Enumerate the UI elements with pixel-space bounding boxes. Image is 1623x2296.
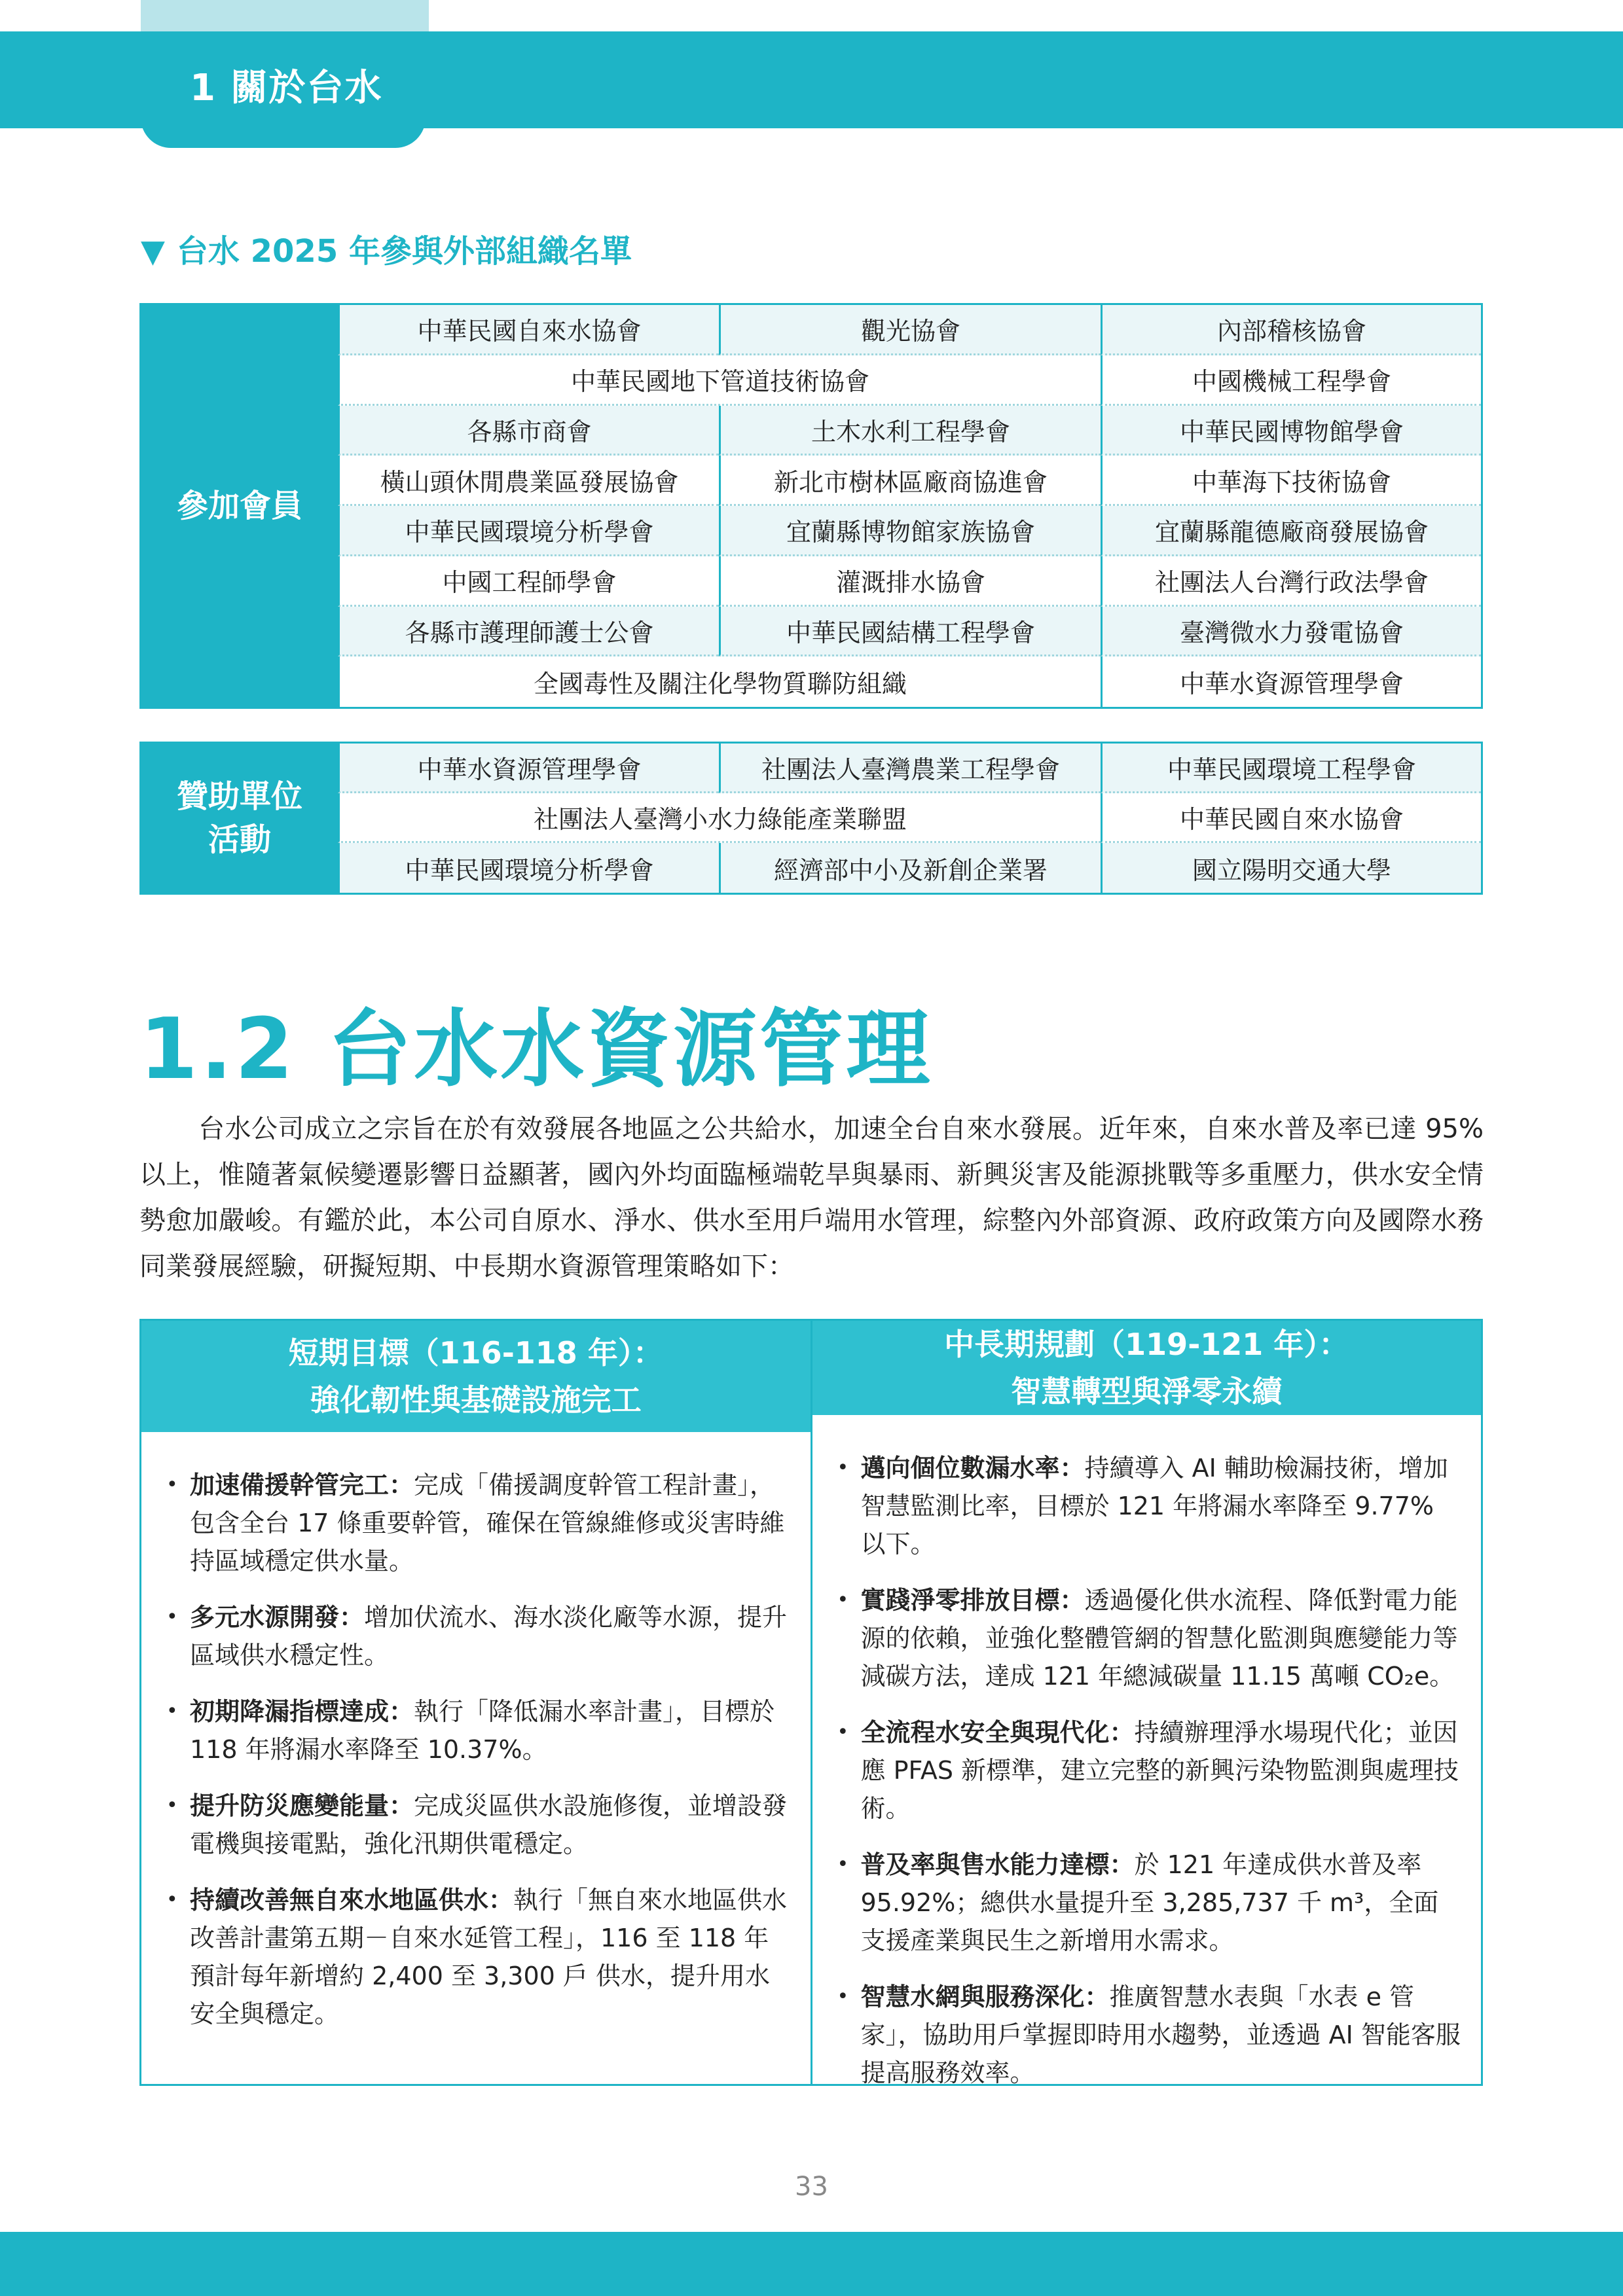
bullet-icon: • <box>166 1473 178 1496</box>
org-list-heading-text: 台水 2025 年參與外部組織名單 <box>176 233 632 270</box>
strategy-item-label: 提升防災應變能量： <box>190 1791 414 1820</box>
strategy-item-label: 多元水源開發： <box>190 1603 365 1632</box>
org-cell: 中華民國環境分析學會 <box>338 506 719 556</box>
strategy-item-content <box>190 1466 791 1580</box>
org-cell: 全國毒性及關注化學物質聯防組織 <box>338 656 1101 707</box>
bullet-icon: • <box>837 1721 849 1744</box>
org-cell: 臺灣微水力發電協會 <box>1101 607 1481 657</box>
strategy-item <box>837 1449 1462 1563</box>
strategy-item-text: 完成「備援調度幹管工程計畫」，包含全台 17 條重要幹管，確保在管線維修或災害時維持區域穩定供水量。 <box>190 1471 785 1575</box>
org-cell: 中華水資源管理學會 <box>1101 656 1481 707</box>
short-term-column <box>141 1321 811 2084</box>
long-term-header <box>812 1321 1482 1415</box>
org-cell: 中華民國環境分析學會 <box>338 843 719 893</box>
strategy-item-label: 邁向個位數漏水率： <box>860 1454 1085 1482</box>
strategy-item-content <box>861 1449 1462 1563</box>
short-term-subtitle: 強化韌性與基礎設施完工 <box>310 1382 642 1418</box>
org-cell: 中華民國結構工程學會 <box>719 607 1101 657</box>
org-cell: 中華民國地下管道技術協會 <box>338 355 1101 406</box>
org-list-heading <box>141 226 632 271</box>
long-term-subtitle: 智慧轉型與淨零永續 <box>1011 1374 1283 1409</box>
footer-band <box>0 2232 1623 2296</box>
org-cell: 社團法人臺灣農業工程學會 <box>719 744 1101 793</box>
strategy-item <box>166 1693 791 1768</box>
org-cell: 中華水資源管理學會 <box>338 744 719 793</box>
org-cell: 中華民國自來水協會 <box>1101 793 1481 843</box>
bullet-icon: • <box>837 1853 849 1876</box>
strategy-item-text: 於 121 年達成供水普及率 95.92%；總供水量提升至 3,285,737 千 m³，全面支援產業與民生之新增用水需求。 <box>860 1850 1439 1955</box>
strategy-item-content <box>190 1598 791 1674</box>
strategy-item <box>166 1881 791 2033</box>
org-cell: 中華民國博物館學會 <box>1101 406 1481 456</box>
bullet-icon: • <box>837 1588 849 1611</box>
org-cell: 灌溉排水協會 <box>719 556 1101 607</box>
org-cell: 中國機械工程學會 <box>1101 355 1481 406</box>
strategy-item-label: 加速備援幹管完工： <box>190 1471 414 1499</box>
strategy-item-text: 持續辦理淨水場現代化；並因應 PFAS 新標準，建立完整的新興污染物監測與處理技術。 <box>860 1718 1459 1823</box>
members-grid <box>338 305 1481 707</box>
strategy-item-content <box>190 1881 791 2033</box>
bullet-icon: • <box>166 1605 178 1628</box>
org-cell: 內部稽核協會 <box>1101 305 1481 355</box>
org-cell: 宜蘭縣龍德廠商發展協會 <box>1101 506 1481 556</box>
sponsors-grid <box>338 744 1481 893</box>
strategy-item-text: 增加伏流水、海水淡化廠等水源，提升區域供水穩定性。 <box>190 1603 788 1670</box>
triangle-down-icon: ▼ <box>141 233 165 270</box>
sponsors-label <box>141 744 338 893</box>
strategy-item-text: 完成災區供水設施修復，並增設發電機與接電點，強化汛期供電穩定。 <box>190 1791 788 1858</box>
org-cell: 經濟部中小及新創企業署 <box>719 843 1101 893</box>
strategy-item-text: 透過優化供水流程、降低對電力能源的依賴，並強化整體管網的智慧化監測與應變能力等減碳方法，達成 121 年總減碳量 11.15 萬噸 CO₂e。 <box>860 1586 1458 1691</box>
short-term-list <box>141 1432 811 2051</box>
org-cell: 中華民國自來水協會 <box>338 305 719 355</box>
strategy-item-content <box>861 1581 1462 1695</box>
strategy-item <box>166 1787 791 1863</box>
strategy-item <box>166 1598 791 1674</box>
strategy-item-text: 執行「無自來水地區供水改善計畫第五期－自來水延管工程」，116 至 118 年預計每年新增約 2,400 至 3,300 戶 供水，提升用水安全與穩定。 <box>190 1886 788 2028</box>
strategy-item-content <box>861 1978 1462 2092</box>
org-cell: 各縣市護理師護士公會 <box>338 607 719 657</box>
header-tab-highlight <box>141 0 429 31</box>
strategy-item-content <box>861 1713 1462 1827</box>
strategy-item <box>837 1846 1462 1960</box>
strategy-item-label: 持續改善無自來水地區供水： <box>190 1886 514 1914</box>
strategy-item-label: 智慧水網與服務深化： <box>860 1982 1110 2011</box>
strategy-item-label: 普及率與售水能力達標： <box>860 1850 1135 1879</box>
short-term-title: 短期目標（116-118 年）： <box>288 1335 663 1371</box>
org-cell: 橫山頭休閒農業區發展協會 <box>338 456 719 506</box>
strategy-item-text: 推廣智慧水表與「水表 e 管家」，協助用戶掌握即時用水趨勢，並透過 AI 智能客服提高服務效率。 <box>860 1982 1461 2087</box>
intro-paragraph-text: 台水公司成立之宗旨在於有效發展各地區之公共給水，加速全台自來水發展。近年來，自來水普及率已達 95% 以上，惟隨著氣候變遷影響日益顯著，國內外均面臨極端乾旱與暴雨、新興災害及能源挑戰等多重壓力，供水安全情勢愈加嚴峻。有鑑於此，本公司自原水、淨水、供水至用戶端用水管理，綜整內外部資源、政府政策方向及國際水務同業發展經驗，研擬短期、中長期水資源管理策略如下： <box>139 1114 1484 1282</box>
long-term-title: 中長期規劃（119-121 年）： <box>944 1327 1349 1362</box>
org-cell: 國立陽明交通大學 <box>1101 843 1481 893</box>
org-cell: 土木水利工程學會 <box>719 406 1101 456</box>
long-term-column <box>811 1321 1482 2087</box>
bullet-icon: • <box>166 1700 178 1723</box>
bullet-icon: • <box>166 1794 178 1817</box>
sponsors-label-line2: 活動 <box>208 821 271 858</box>
intro-paragraph <box>139 1106 1484 1289</box>
org-cell: 宜蘭縣博物館家族協會 <box>719 506 1101 556</box>
strategy-item-content <box>190 1787 791 1863</box>
members-label: 參加會員 <box>141 305 338 707</box>
members-table <box>139 303 1483 709</box>
org-cell: 中華海下技術協會 <box>1101 456 1481 506</box>
org-cell: 社團法人台灣行政法學會 <box>1101 556 1481 607</box>
bullet-icon: • <box>837 1985 849 2008</box>
strategy-item-text: 持續導入 AI 輔助檢漏技術，增加智慧監測比率，目標於 121 年將漏水率降至 9.77% 以下。 <box>860 1454 1448 1558</box>
bullet-icon: • <box>837 1456 849 1479</box>
strategy-item <box>837 1581 1462 1695</box>
strategy-item-content <box>861 1846 1462 1960</box>
org-cell: 社團法人臺灣小水力綠能產業聯盟 <box>338 793 1101 843</box>
strategy-item <box>837 1713 1462 1827</box>
sponsors-table <box>139 742 1483 895</box>
strategy-item <box>166 1466 791 1580</box>
chapter-title: 1 關於台水 <box>190 67 383 109</box>
section-title: 1.2 台水水資源管理 <box>139 1001 933 1098</box>
org-cell: 新北市樹林區廠商協進會 <box>719 456 1101 506</box>
org-cell: 中華民國環境工程學會 <box>1101 744 1481 793</box>
strategy-item-content <box>190 1693 791 1768</box>
strategy-item-label: 初期降漏指標達成： <box>190 1697 414 1726</box>
strategy-table <box>139 1319 1483 2086</box>
strategy-item <box>837 1978 1462 2092</box>
short-term-header <box>141 1321 811 1432</box>
strategy-item-label: 全流程水安全與現代化： <box>860 1718 1135 1747</box>
bullet-icon: • <box>166 1888 178 1911</box>
page-number: 33 <box>795 2172 828 2202</box>
org-cell: 各縣市商會 <box>338 406 719 456</box>
strategy-item-label: 實踐淨零排放目標： <box>860 1586 1085 1615</box>
sponsors-label-line1: 贊助單位 <box>176 778 302 815</box>
org-cell: 觀光協會 <box>719 305 1101 355</box>
long-term-list <box>812 1415 1482 2110</box>
org-cell: 中國工程師學會 <box>338 556 719 607</box>
strategy-item-text: 執行「降低漏水率計畫」，目標於 118 年將漏水率降至 10.37%。 <box>190 1697 775 1764</box>
